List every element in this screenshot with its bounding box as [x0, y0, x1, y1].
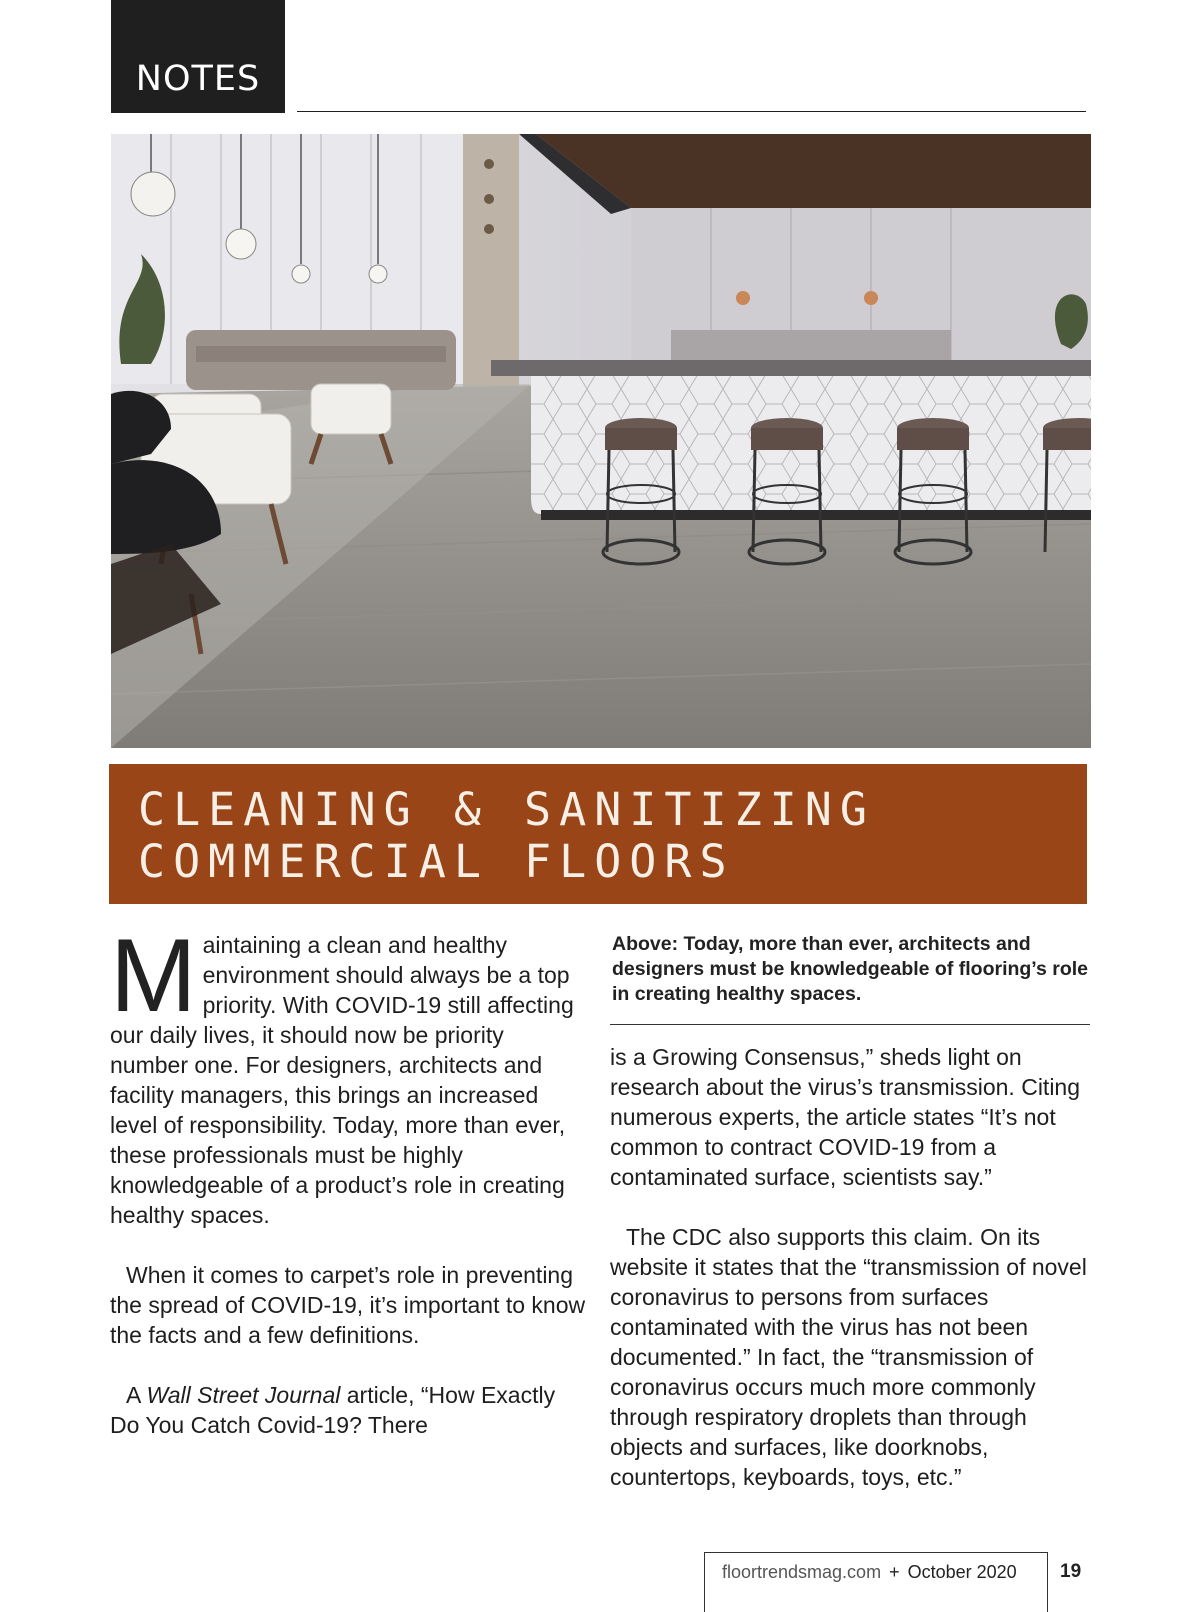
hero-photo [111, 134, 1091, 748]
section-label: NOTES [111, 0, 285, 113]
paragraph-wsj [110, 1380, 588, 1440]
photo-caption: Above: Today, more than ever, architects and designers must be knowledgeable of flooring’s role in creating healthy spaces. [612, 933, 1089, 1005]
paragraph-intro [110, 918, 588, 1230]
footer-site: floortrendsmag.com [722, 1562, 882, 1582]
caption-rule [610, 1024, 1090, 1025]
article-title-line-2: COMMERCIAL FLOORS [138, 835, 735, 888]
title-banner [109, 764, 1087, 904]
header-rule [297, 111, 1086, 112]
page-number: 19 [1060, 1561, 1082, 1582]
wsj-post: article, “How Exactly Do You Catch Covid-19? There [110, 1382, 556, 1438]
footer-issue: October 2020 [907, 1562, 1017, 1582]
article-column-right [610, 1042, 1090, 1492]
article-column-left [110, 918, 588, 1440]
footer-separator: + [889, 1562, 900, 1582]
wsj-pre: A [126, 1382, 147, 1408]
article-title-line-1: CLEANING & SANITIZING [138, 783, 875, 836]
publication-name: Wall Street Journal [146, 1382, 341, 1408]
paragraph-carpet: When it comes to carpet’s role in preventing the spread of COVID-19, it’s important to know the facts and a few definitions. [110, 1262, 586, 1348]
footer-line [722, 1562, 1017, 1583]
paragraph-consensus: is a Growing Consensus,” sheds light on research about the virus’s transmission. Citing numerous experts, the article states “It’s not common to contract COVID-19 from a contaminated surface, scientists say.” [610, 1044, 1081, 1190]
paragraph-cdc: The CDC also supports this claim. On its website it states that the “transmission of novel coronavirus to persons from surfaces contaminated with the virus has not been documented.” In fact, the “transmission of coronavirus occurs much more commonly through respiratory droplets than through objects and surfaces, like doorknobs, countertops, keyboards, toys, etc.” [610, 1224, 1087, 1490]
drop-cap: M [110, 918, 197, 1034]
paragraph-intro-text: aintaining a clean and healthy environment should always be a top priority. With COVID-19 still affecting our daily lives, it should now be priority number one. For designers, architects and facility managers, this brings an increased level of responsibility. Today, more than ever, these professionals must be highly knowledgeable of a product’s role in creating healthy spaces. [110, 932, 574, 1228]
